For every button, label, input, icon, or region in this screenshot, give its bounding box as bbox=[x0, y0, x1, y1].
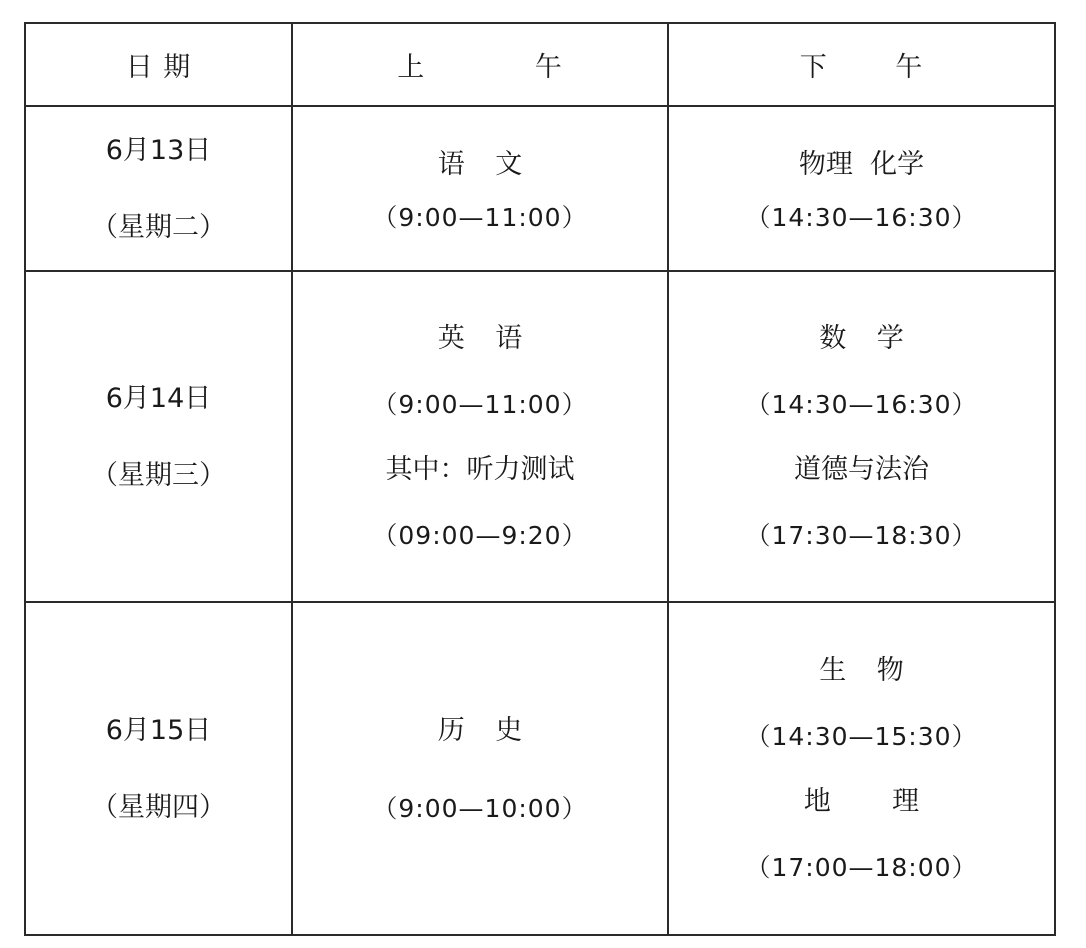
subject-text: 数 学 bbox=[819, 323, 904, 355]
exam-schedule-table bbox=[24, 22, 1056, 936]
date-text: 6月15日 bbox=[105, 714, 212, 746]
header-afternoon bbox=[668, 23, 1055, 106]
subject-text: 生 物 bbox=[819, 654, 904, 686]
subject-text: 地 理 bbox=[803, 786, 920, 818]
table-row-june-14 bbox=[25, 271, 1055, 602]
table-row-june-15 bbox=[25, 602, 1055, 935]
morning-cell bbox=[292, 106, 668, 271]
header-row bbox=[25, 23, 1055, 106]
morning-cell bbox=[292, 602, 668, 935]
subject-text: 英 语 bbox=[437, 323, 523, 355]
subject-text: 道德与法治 bbox=[794, 454, 929, 486]
date-cell bbox=[25, 106, 292, 271]
time-text: （9:00—11:00） bbox=[372, 389, 588, 419]
time-text: （9:00—11:00） bbox=[372, 202, 588, 232]
morning-cell bbox=[292, 271, 668, 602]
header-date bbox=[25, 23, 292, 106]
header-date-label: 日 期 bbox=[125, 52, 192, 83]
subject-text: 物理 化学 bbox=[798, 149, 925, 181]
time-text: （17:00—18:00） bbox=[745, 853, 978, 883]
date-cell bbox=[25, 271, 292, 602]
weekday-text: （星期四） bbox=[91, 791, 226, 823]
afternoon-cell bbox=[668, 602, 1055, 935]
time-text: （14:30—15:30） bbox=[745, 721, 978, 751]
weekday-text: （星期三） bbox=[91, 459, 226, 491]
header-morning bbox=[292, 23, 668, 106]
header-afternoon-label: 下 午 bbox=[799, 52, 924, 83]
afternoon-cell bbox=[668, 106, 1055, 271]
weekday-text: （星期二） bbox=[91, 211, 226, 243]
subject-text: 其中：听力测试 bbox=[385, 454, 575, 486]
time-text: （09:00—9:20） bbox=[372, 520, 588, 550]
date-cell bbox=[25, 602, 292, 935]
time-text: （17:30—18:30） bbox=[745, 520, 978, 550]
time-text: （14:30—16:30） bbox=[745, 389, 978, 419]
table-row-june-13 bbox=[25, 106, 1055, 271]
date-text: 6月13日 bbox=[105, 134, 212, 166]
time-text: （9:00—10:00） bbox=[372, 793, 588, 823]
afternoon-cell bbox=[668, 271, 1055, 602]
subject-text: 语 文 bbox=[437, 149, 523, 181]
date-text: 6月14日 bbox=[105, 382, 212, 414]
header-morning-label: 上 午 bbox=[397, 52, 563, 83]
time-text: （14:30—16:30） bbox=[745, 202, 978, 232]
subject-text: 历 史 bbox=[437, 714, 523, 746]
